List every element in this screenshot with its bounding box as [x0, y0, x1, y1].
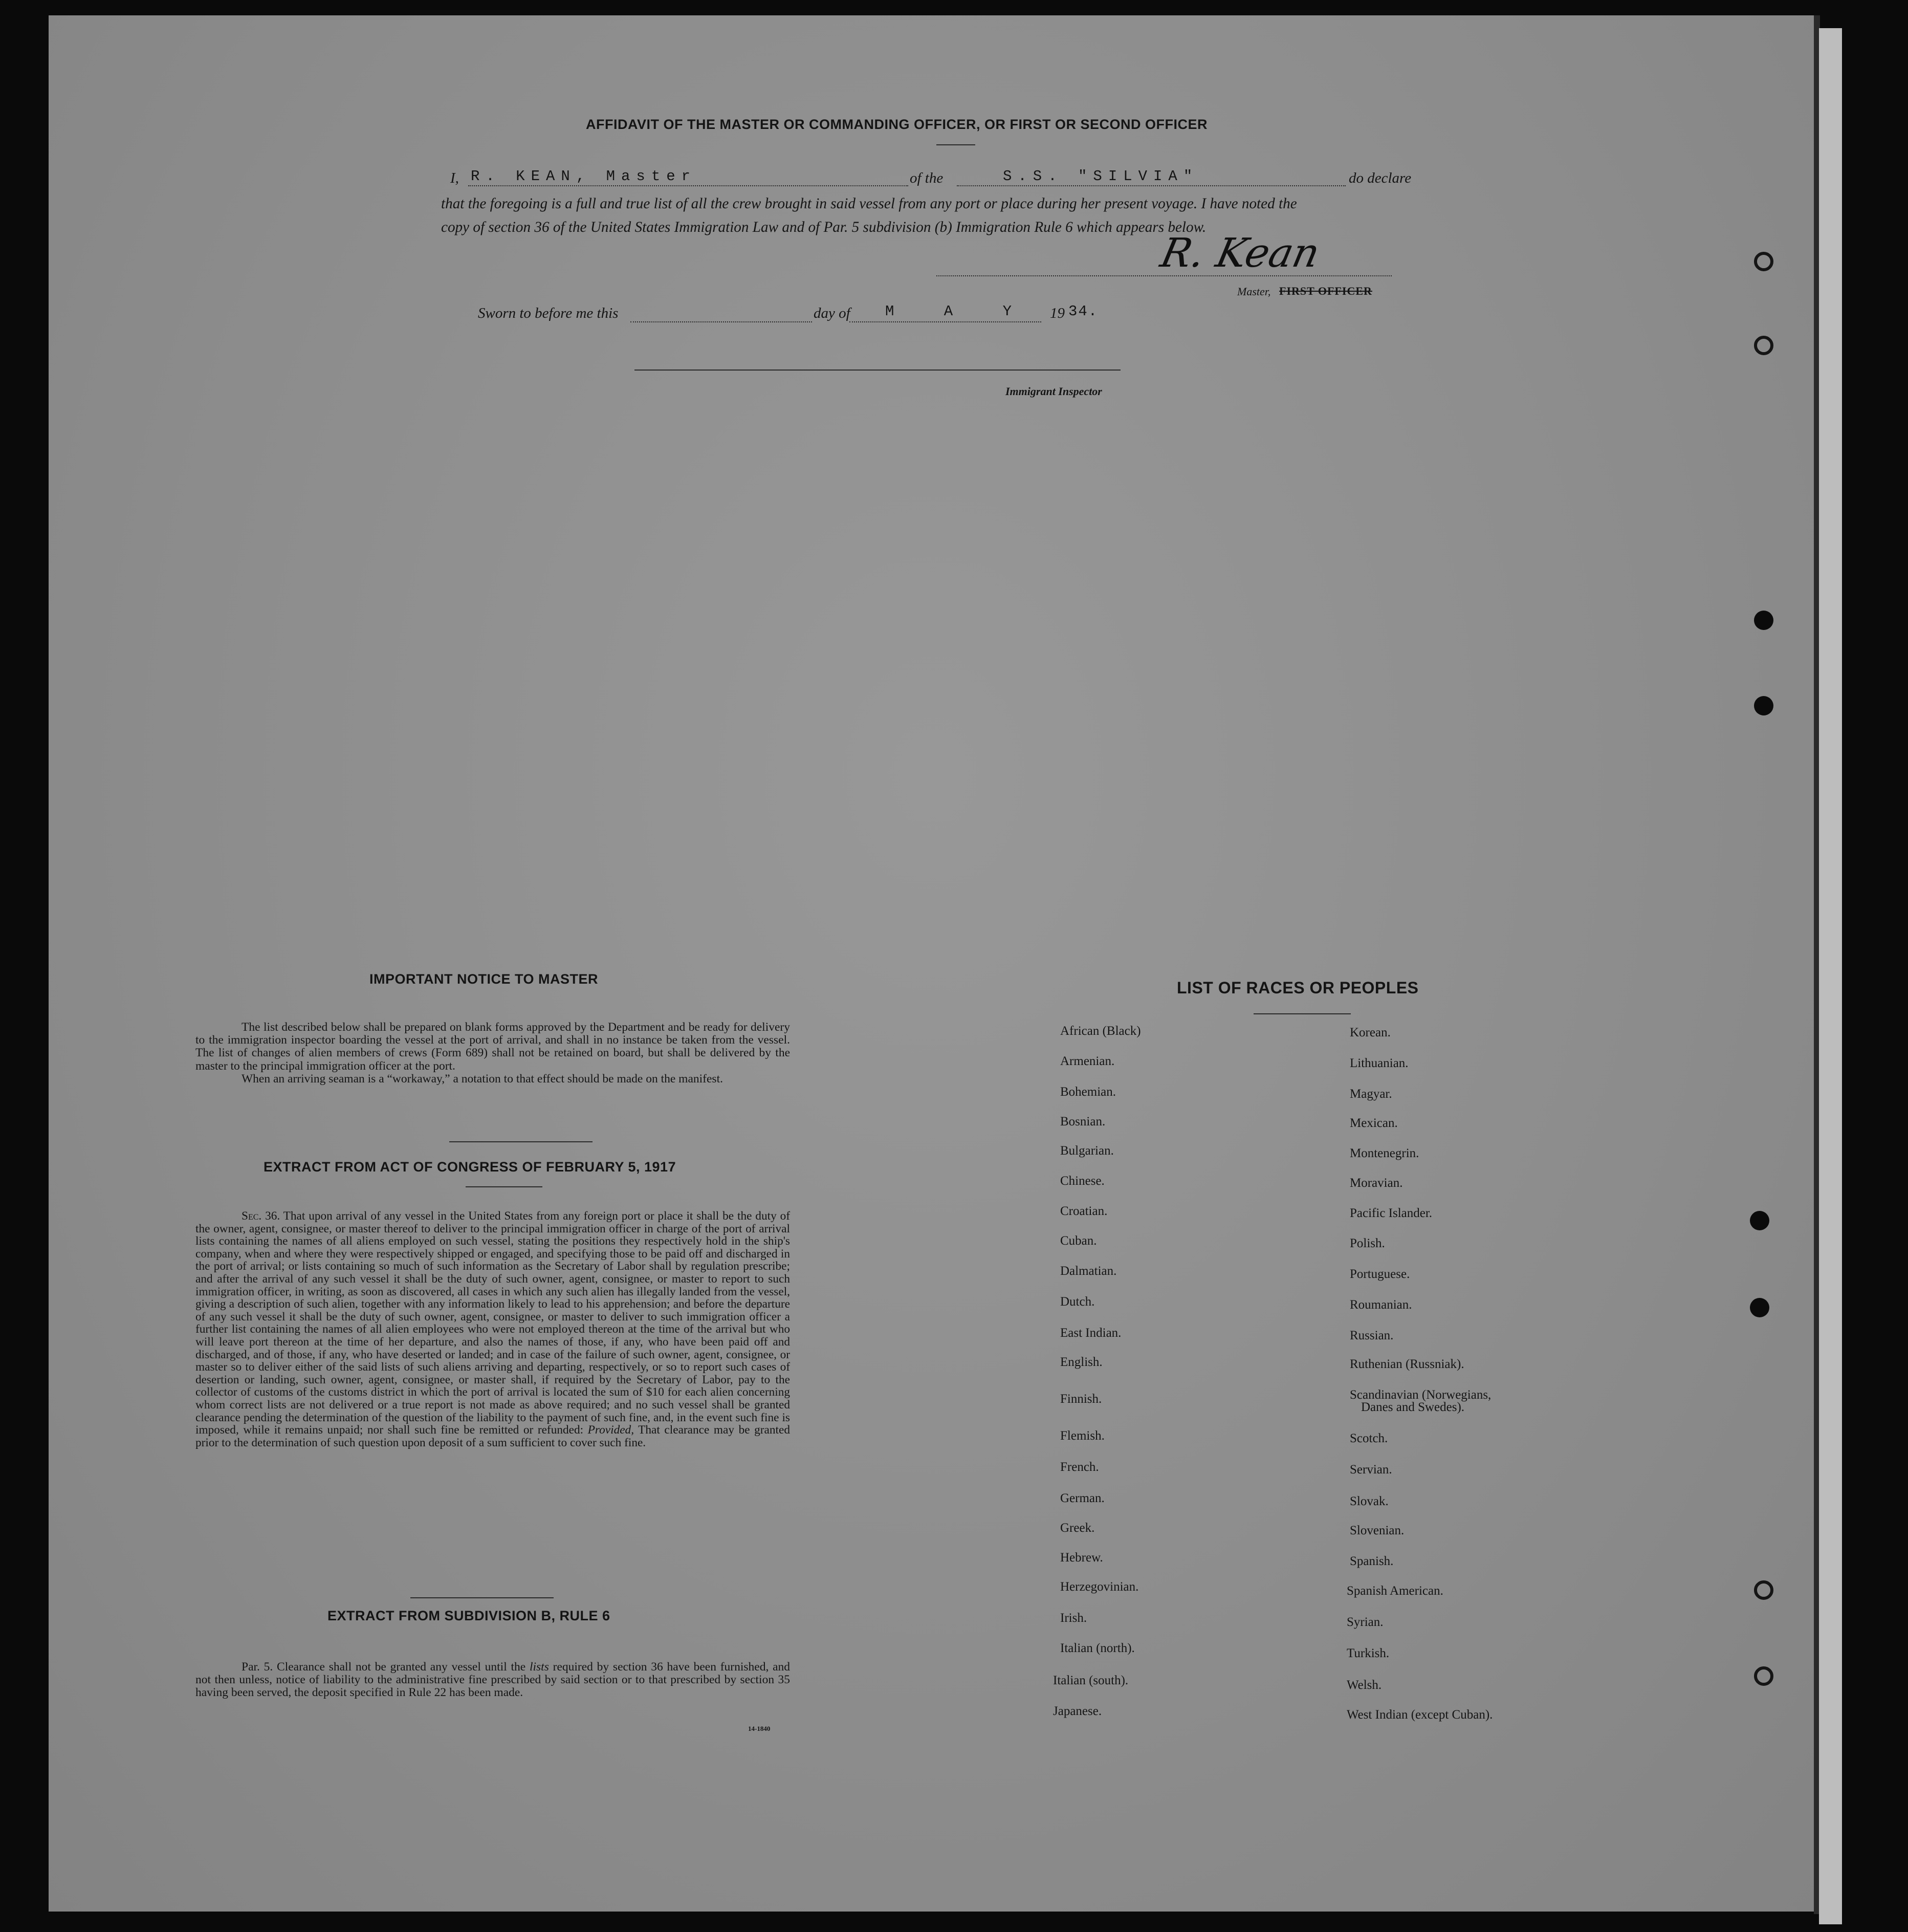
name-line	[468, 185, 908, 186]
act-extract-title: EXTRACT FROM ACT OF CONGRESS OF FEBRUARY 5, 1917	[264, 1159, 676, 1175]
divider	[449, 1141, 593, 1142]
race-item: Ruthenian (Russniak).	[1350, 1357, 1464, 1371]
race-item: Cuban.	[1060, 1234, 1097, 1248]
race-item: East Indian.	[1060, 1326, 1122, 1340]
affidavit-body-line1: that the foregoing is a full and true list of all the crew brought in said vessel from any port or place during her present voyage. I have noted the	[441, 196, 1297, 212]
race-item: French.	[1060, 1460, 1099, 1474]
month-field: M A Y	[885, 303, 1033, 320]
notice-text	[195, 1021, 790, 1086]
race-item: Chinese.	[1060, 1174, 1105, 1188]
notice-paragraph: The list described below shall be prepared on blank forms approved by the Department and be ready for delivery to the immigration inspector boarding the vessel at the port of arrival, and shall in no instance be taken from the vessel. The list of changes of alien members of crews (Form 689) shall not be retained on board, but shall be delivered by the master to the principal immigration officer at the port.	[195, 1021, 790, 1073]
race-item: Italian (north).	[1060, 1641, 1135, 1655]
race-item: Korean.	[1350, 1026, 1391, 1039]
year-prefix: 19	[1050, 305, 1065, 321]
race-item: Russian.	[1350, 1329, 1394, 1342]
race-item: Welsh.	[1347, 1678, 1382, 1692]
sworn-label: Sworn to before me this	[478, 305, 619, 321]
month-line	[849, 321, 1041, 322]
races-title: LIST OF RACES OR PEOPLES	[1177, 979, 1419, 997]
divider	[410, 1597, 554, 1598]
race-item: Scandinavian (Norwegians,	[1350, 1388, 1492, 1402]
binder-hole	[1754, 252, 1773, 271]
race-item: Spanish.	[1350, 1554, 1394, 1568]
act-body-end: That clearance may be granted prior to the determination of such question upon deposit of a sum sufficient to cover such fine.	[195, 1423, 790, 1449]
inspector-label: Immigrant Inspector	[1005, 385, 1102, 398]
race-item: Polish.	[1350, 1236, 1385, 1250]
race-item: Turkish.	[1347, 1646, 1390, 1660]
race-item: Spanish American.	[1347, 1584, 1443, 1598]
race-item: Moravian.	[1350, 1176, 1403, 1190]
race-item: Magyar.	[1350, 1087, 1392, 1101]
race-item: English.	[1060, 1355, 1103, 1369]
race-item: Flemish.	[1060, 1429, 1105, 1443]
race-item: Portuguese.	[1350, 1267, 1410, 1281]
of-the-label: of the	[910, 170, 944, 186]
race-item: African (Black)	[1060, 1024, 1141, 1038]
race-item: Hebrew.	[1060, 1551, 1103, 1565]
vessel-line	[957, 185, 1346, 186]
race-item: Bosnian.	[1060, 1115, 1106, 1128]
binder-hole	[1754, 1666, 1773, 1686]
affidavit-body-line2: copy of section 36 of the United States Immigration Law and of Par. 5 subdivision (b) Immigration Rule 6 which appears below.	[441, 219, 1207, 235]
document-page	[49, 15, 1819, 1912]
race-item: Danes and Swedes).	[1361, 1400, 1465, 1414]
rule-extract-title: EXTRACT FROM SUBDIVISION B, RULE 6	[327, 1608, 610, 1623]
sec-label: Sec.	[242, 1209, 262, 1223]
rule-body-a: Par. 5. Clearance shall not be granted any vessel until the	[242, 1660, 526, 1674]
form-number: 14-1840	[748, 1725, 771, 1732]
race-item: German.	[1060, 1491, 1105, 1505]
rule-extract-text	[195, 1661, 790, 1700]
race-item: Dutch.	[1060, 1295, 1095, 1309]
race-item: Dalmatian.	[1060, 1264, 1117, 1278]
race-item: Armenian.	[1060, 1054, 1115, 1068]
notice-title: IMPORTANT NOTICE TO MASTER	[369, 971, 598, 987]
binder-hole	[1754, 696, 1773, 715]
race-item: Slovak.	[1350, 1494, 1389, 1508]
race-item: Irish.	[1060, 1611, 1087, 1625]
binder-hole	[1754, 1580, 1773, 1600]
race-item: Syrian.	[1347, 1615, 1384, 1629]
divider	[936, 144, 975, 145]
race-item: Slovenian.	[1350, 1524, 1405, 1537]
act-extract-text	[195, 1210, 790, 1449]
master-signature: R. Kean	[1156, 230, 1324, 276]
provided-term: Provided,	[587, 1423, 634, 1437]
race-item: Japanese.	[1053, 1704, 1102, 1718]
binding-strip	[1819, 28, 1842, 1924]
race-item: Finnish.	[1060, 1392, 1102, 1406]
act-body: 36. That upon arrival of any vessel in the United States from any foreign port or place it shall be the duty of the owner, agent, consignee, or master thereof to deliver to the principal immigration officer in charge of the port of arrival lists containing the names of all aliens employed on such vessel, stating the positions they respectively hold in the ship's company, when and where they were respectively shipped or engaged, and specifying those to be paid off and discharged in the port of arrival; or lists containing so much of such information as the Secretary of Labor shall by regulation prescribe; and after the arrival of any such vessel it shall be the duty of such owner, agent, consignee, or master to report to such immigration officer, in writing, as soon as discovered, all cases in which any such alien has illegally landed from the vessel, giving a description of such alien, together with any information likely to lead to his apprehension; and before the departure of any such vessel it shall be the duty of such owner, agent, consignee, or master to deliver to such immigration officer a further list containing the names of all alien employees who were not employed thereon at the time of the arrival but who will leave port thereon at the time of her departure, and also the names of those, if any, who have been paid off and discharged, and of those, if any, who have deserted or landed; and in case of the failure of such owner, agent, consignee, or master so to deliver either of the said lists of such aliens arriving and departing, respectively, or so to report such cases of desertion or landing, such owner, agent, consignee, or master shall, if required by the Secretary of Labor, pay to the collector of customs of the customs district in which the port of arrival is located the sum of $10 for each alien concerning whom correct lists are not delivered or a true report is not made as above required; and no such vessel shall be granted clearance pending the determination of the question of the liability to the payment of such fine, and, in the event such fine is imposed, while it remains unpaid; nor shall such fine be remitted or refunded:	[195, 1209, 790, 1437]
year-field: 34.	[1068, 303, 1099, 320]
rule-body-b: required by section 36 have been furnished, and not then unless, notice of liability to the administrative fine prescribed by said section or to that prescribed by section 35 having been served, the deposit specified in Rule 22 has been made.	[195, 1660, 791, 1700]
race-item: Greek.	[1060, 1521, 1095, 1535]
binder-hole	[1750, 1298, 1769, 1317]
race-item: Scotch.	[1350, 1431, 1388, 1445]
race-item: Croatian.	[1060, 1204, 1108, 1218]
race-item: Roumanian.	[1350, 1298, 1412, 1312]
race-item: Lithuanian.	[1350, 1056, 1409, 1070]
race-item: Servian.	[1350, 1463, 1392, 1477]
i-label: I,	[450, 170, 459, 186]
divider	[1254, 1013, 1351, 1014]
lists-term: lists	[529, 1660, 549, 1674]
race-item: Mexican.	[1350, 1116, 1398, 1130]
notice-paragraph: When an arriving seaman is a “workaway,” a notation to that effect should be made on the manifest.	[242, 1072, 723, 1086]
binder-hole	[1754, 336, 1773, 355]
vessel-name-field: S.S. "SILVIA"	[1003, 168, 1199, 185]
binder-hole	[1750, 1211, 1769, 1230]
do-declare-label: do declare	[1349, 170, 1412, 186]
affidavit-title: AFFIDAVIT OF THE MASTER OR COMMANDING OFFICER, OR FIRST OR SECOND OFFICER	[586, 117, 1208, 132]
master-name-field: R. KEAN, Master	[471, 168, 697, 185]
divider	[466, 1186, 542, 1187]
binder-hole	[1754, 611, 1773, 630]
day-line	[630, 321, 812, 322]
inspector-line	[634, 370, 1121, 371]
master-label: Master,	[1237, 285, 1271, 298]
race-item: Montenegrin.	[1350, 1146, 1419, 1160]
race-item: Bohemian.	[1060, 1085, 1116, 1099]
day-of-label: day of	[814, 305, 850, 321]
race-item: Pacific Islander.	[1350, 1206, 1433, 1220]
race-item: Herzegovinian.	[1060, 1580, 1139, 1594]
race-item: Bulgarian.	[1060, 1144, 1114, 1158]
struck-officer-title: FIRST OFFICER	[1279, 285, 1372, 297]
race-item: Italian (south).	[1053, 1674, 1129, 1687]
race-item: West Indian (except Cuban).	[1347, 1708, 1493, 1722]
